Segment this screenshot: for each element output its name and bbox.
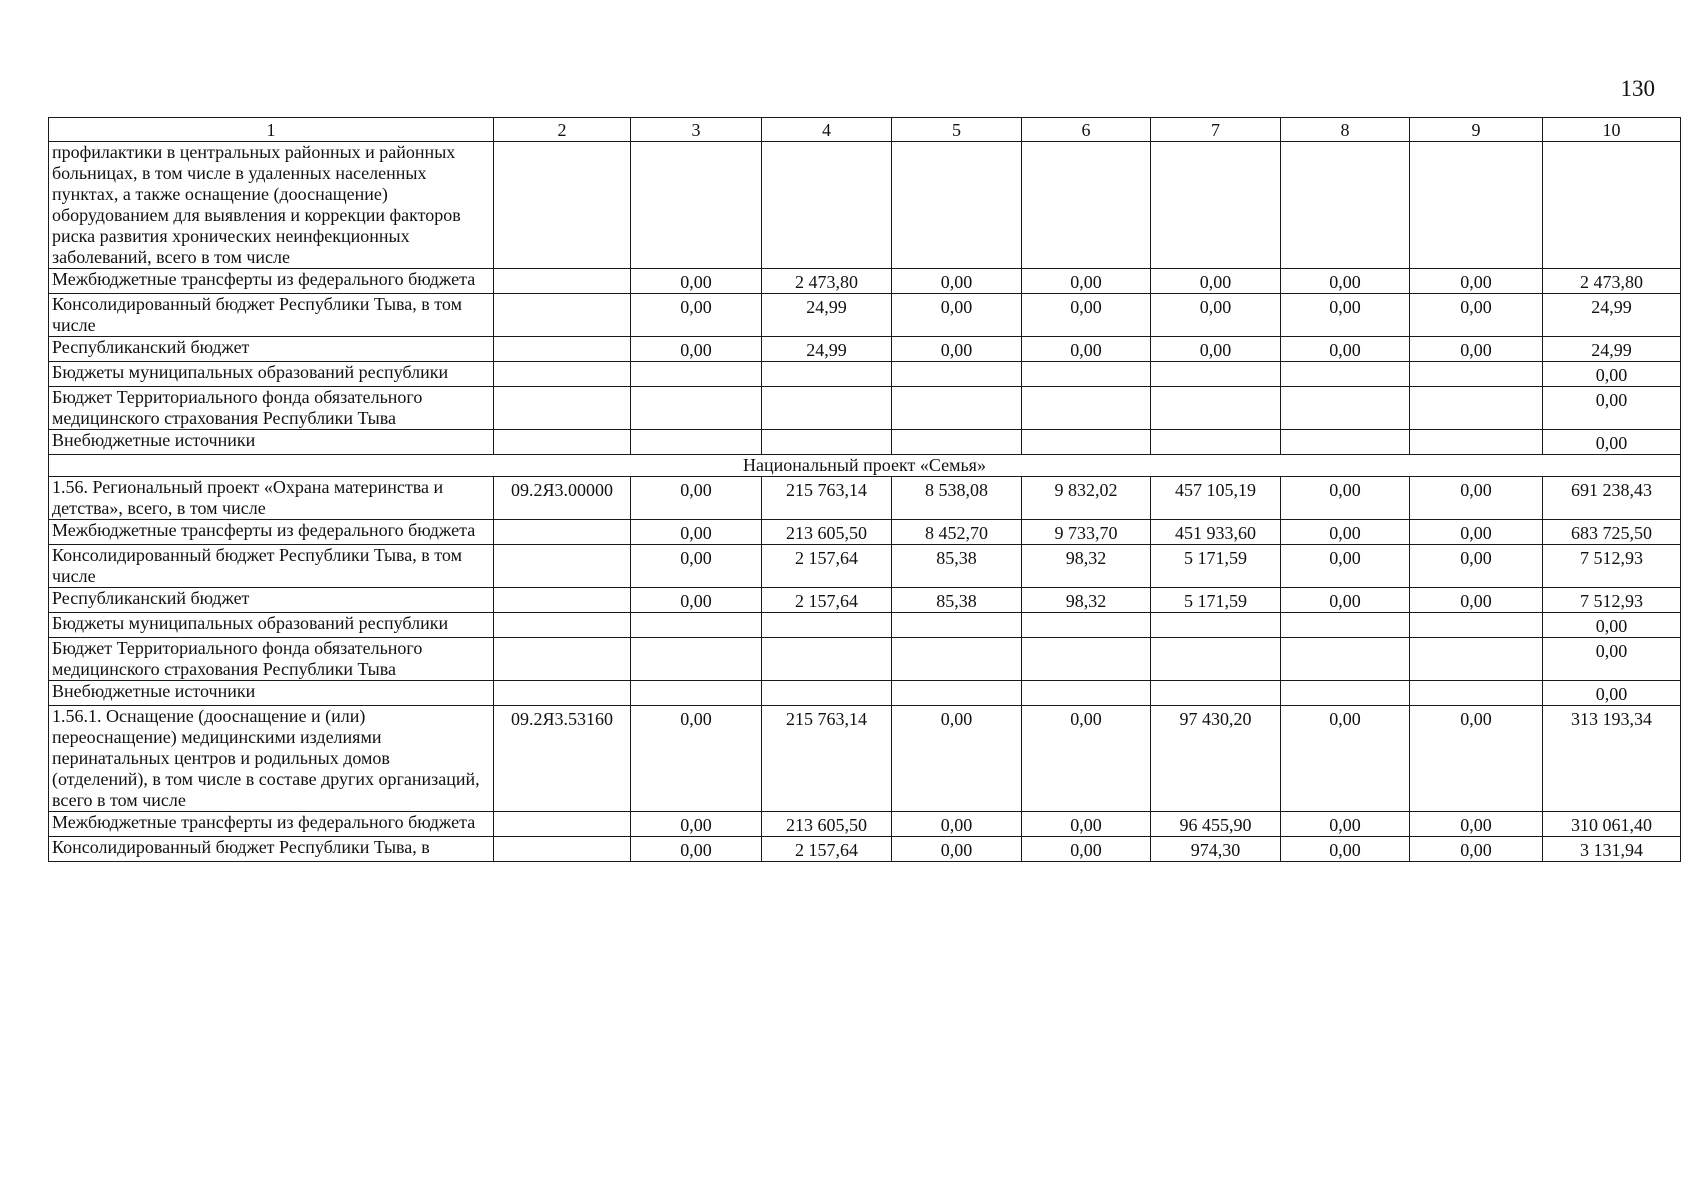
- row-name: 1.56.1. Оснащение (дооснащение и (или) переоснащение) медицинскими изделиями перинатальных центров и родильных домов (отделений), в том числе в составе других организаций, всего в том числе: [49, 706, 494, 812]
- value-cell: 24,99: [762, 294, 892, 337]
- value-cell: 0,00: [631, 477, 762, 520]
- value-cell: 0,00: [631, 706, 762, 812]
- table-row: [49, 387, 1681, 430]
- value-cell: [892, 638, 1022, 681]
- row-name: Бюджет Территориального фонда обязательного медицинского страхования Республики Тыва: [49, 638, 494, 681]
- table-row: [49, 477, 1681, 520]
- column-header: 8: [1281, 118, 1410, 142]
- value-cell: 5 171,59: [1151, 588, 1281, 613]
- value-cell: 0,00: [1410, 706, 1543, 812]
- table-row: [49, 269, 1681, 294]
- value-cell: 85,38: [892, 545, 1022, 588]
- value-cell: [1281, 362, 1410, 387]
- value-cell: [1022, 613, 1151, 638]
- value-cell: 0,00: [1410, 588, 1543, 613]
- value-cell: 0,00: [1151, 294, 1281, 337]
- value-cell: [1281, 638, 1410, 681]
- value-cell: 0,00: [631, 812, 762, 837]
- value-cell: 0,00: [1410, 545, 1543, 588]
- value-cell: 9 832,02: [1022, 477, 1151, 520]
- value-cell: 215 763,14: [762, 477, 892, 520]
- value-cell: 0,00: [631, 837, 762, 862]
- table-row: [49, 638, 1681, 681]
- value-cell: [1151, 430, 1281, 455]
- row-name: Бюджеты муниципальных образований республики: [49, 362, 494, 387]
- value-cell: 0,00: [1151, 337, 1281, 362]
- value-cell: 457 105,19: [1151, 477, 1281, 520]
- value-cell: 0,00: [1281, 545, 1410, 588]
- value-cell: [1022, 142, 1151, 269]
- table-row: [49, 294, 1681, 337]
- value-cell: [1151, 638, 1281, 681]
- value-cell: 0,00: [1410, 837, 1543, 862]
- table-row: [49, 362, 1681, 387]
- value-cell: 0,00: [1543, 387, 1681, 430]
- table-row: [49, 337, 1681, 362]
- value-cell: 8 538,08: [892, 477, 1022, 520]
- row-code: [494, 837, 631, 862]
- value-cell: [1410, 638, 1543, 681]
- value-cell: [1281, 430, 1410, 455]
- value-cell: 310 061,40: [1543, 812, 1681, 837]
- row-code: [494, 430, 631, 455]
- value-cell: 0,00: [1281, 588, 1410, 613]
- value-cell: [631, 387, 762, 430]
- table-row: [49, 812, 1681, 837]
- value-cell: 0,00: [1410, 477, 1543, 520]
- row-code: [494, 387, 631, 430]
- value-cell: 213 605,50: [762, 812, 892, 837]
- value-cell: [892, 613, 1022, 638]
- row-name: Бюджеты муниципальных образований республики: [49, 613, 494, 638]
- value-cell: 0,00: [1410, 269, 1543, 294]
- table-row: [49, 837, 1681, 862]
- value-cell: 0,00: [631, 337, 762, 362]
- row-code: [494, 812, 631, 837]
- column-number-row: [49, 118, 1681, 142]
- value-cell: 7 512,93: [1543, 545, 1681, 588]
- value-cell: 0,00: [1281, 812, 1410, 837]
- value-cell: [631, 142, 762, 269]
- value-cell: [892, 362, 1022, 387]
- value-cell: [1022, 387, 1151, 430]
- value-cell: 2 473,80: [762, 269, 892, 294]
- value-cell: [1281, 387, 1410, 430]
- value-cell: 974,30: [1151, 837, 1281, 862]
- value-cell: [1410, 387, 1543, 430]
- column-header: 1: [49, 118, 494, 142]
- table-row: [49, 545, 1681, 588]
- value-cell: 0,00: [1543, 613, 1681, 638]
- value-cell: [1410, 681, 1543, 706]
- row-code: [494, 613, 631, 638]
- value-cell: [762, 142, 892, 269]
- value-cell: 2 157,64: [762, 837, 892, 862]
- row-code: [494, 269, 631, 294]
- section-row: [49, 455, 1681, 477]
- value-cell: 0,00: [1022, 837, 1151, 862]
- value-cell: 0,00: [1281, 477, 1410, 520]
- value-cell: [1410, 613, 1543, 638]
- value-cell: 0,00: [1543, 430, 1681, 455]
- column-header: 7: [1151, 118, 1281, 142]
- row-name: Консолидированный бюджет Республики Тыва, в: [49, 837, 494, 862]
- value-cell: [762, 387, 892, 430]
- row-code: [494, 362, 631, 387]
- value-cell: 98,32: [1022, 588, 1151, 613]
- value-cell: 0,00: [892, 294, 1022, 337]
- value-cell: 0,00: [1281, 337, 1410, 362]
- page-number: 130: [1620, 76, 1655, 101]
- row-code: [494, 337, 631, 362]
- value-cell: 0,00: [631, 520, 762, 545]
- row-name: Консолидированный бюджет Республики Тыва, в том числе: [49, 294, 494, 337]
- value-cell: [631, 613, 762, 638]
- column-header: 6: [1022, 118, 1151, 142]
- value-cell: 0,00: [1022, 269, 1151, 294]
- value-cell: 0,00: [1410, 294, 1543, 337]
- value-cell: [1281, 613, 1410, 638]
- value-cell: 0,00: [892, 812, 1022, 837]
- value-cell: [1022, 638, 1151, 681]
- value-cell: [1151, 613, 1281, 638]
- column-header: 3: [631, 118, 762, 142]
- table-row: [49, 613, 1681, 638]
- value-cell: [631, 362, 762, 387]
- value-cell: 0,00: [1410, 812, 1543, 837]
- column-header: 5: [892, 118, 1022, 142]
- value-cell: [1151, 142, 1281, 269]
- value-cell: 0,00: [1543, 681, 1681, 706]
- value-cell: [1151, 362, 1281, 387]
- section-title: Национальный проект «Семья»: [49, 455, 1681, 477]
- value-cell: [892, 142, 1022, 269]
- value-cell: 0,00: [631, 269, 762, 294]
- value-cell: 0,00: [1281, 706, 1410, 812]
- value-cell: [892, 430, 1022, 455]
- value-cell: [762, 681, 892, 706]
- value-cell: 2 157,64: [762, 545, 892, 588]
- table-row: [49, 681, 1681, 706]
- value-cell: 0,00: [1281, 837, 1410, 862]
- row-name: 1.56. Региональный проект «Охрана материнства и детства», всего, в том числе: [49, 477, 494, 520]
- value-cell: 683 725,50: [1543, 520, 1681, 545]
- row-code: 09.2Я3.00000: [494, 477, 631, 520]
- value-cell: 0,00: [1022, 812, 1151, 837]
- value-cell: [1151, 681, 1281, 706]
- table-row: [49, 588, 1681, 613]
- table-body: [49, 142, 1681, 862]
- value-cell: 0,00: [892, 337, 1022, 362]
- row-name: Межбюджетные трансферты из федерального бюджета: [49, 812, 494, 837]
- row-name: Внебюджетные источники: [49, 430, 494, 455]
- value-cell: 0,00: [1022, 337, 1151, 362]
- value-cell: 0,00: [1151, 269, 1281, 294]
- value-cell: 313 193,34: [1543, 706, 1681, 812]
- value-cell: 0,00: [1022, 706, 1151, 812]
- row-code: [494, 681, 631, 706]
- table-row: [49, 430, 1681, 455]
- value-cell: 691 238,43: [1543, 477, 1681, 520]
- value-cell: 0,00: [892, 706, 1022, 812]
- value-cell: 215 763,14: [762, 706, 892, 812]
- value-cell: 24,99: [762, 337, 892, 362]
- value-cell: 0,00: [1281, 294, 1410, 337]
- value-cell: 8 452,70: [892, 520, 1022, 545]
- value-cell: [1151, 387, 1281, 430]
- table-row: [49, 520, 1681, 545]
- column-header: 9: [1410, 118, 1543, 142]
- value-cell: 96 455,90: [1151, 812, 1281, 837]
- row-code: [494, 638, 631, 681]
- row-name: Межбюджетные трансферты из федерального бюджета: [49, 520, 494, 545]
- row-name: Бюджет Территориального фонда обязательного медицинского страхования Республики Тыва: [49, 387, 494, 430]
- value-cell: [631, 638, 762, 681]
- value-cell: 0,00: [892, 837, 1022, 862]
- value-cell: 7 512,93: [1543, 588, 1681, 613]
- budget-table: [48, 117, 1681, 862]
- value-cell: [1410, 430, 1543, 455]
- row-code: [494, 588, 631, 613]
- column-header: 4: [762, 118, 892, 142]
- value-cell: 0,00: [892, 269, 1022, 294]
- value-cell: 0,00: [1543, 362, 1681, 387]
- value-cell: [762, 430, 892, 455]
- value-cell: 213 605,50: [762, 520, 892, 545]
- column-header: 10: [1543, 118, 1681, 142]
- value-cell: 24,99: [1543, 294, 1681, 337]
- value-cell: 5 171,59: [1151, 545, 1281, 588]
- value-cell: [762, 638, 892, 681]
- value-cell: 0,00: [1022, 294, 1151, 337]
- value-cell: 3 131,94: [1543, 837, 1681, 862]
- value-cell: [1022, 430, 1151, 455]
- table-row: [49, 142, 1681, 269]
- value-cell: [1410, 362, 1543, 387]
- row-name: Республиканский бюджет: [49, 588, 494, 613]
- row-name: Республиканский бюджет: [49, 337, 494, 362]
- value-cell: [762, 362, 892, 387]
- table-row: [49, 706, 1681, 812]
- value-cell: [892, 387, 1022, 430]
- row-name: Внебюджетные источники: [49, 681, 494, 706]
- value-cell: [631, 430, 762, 455]
- value-cell: [1410, 142, 1543, 269]
- value-cell: 0,00: [631, 294, 762, 337]
- row-code: 09.2Я3.53160: [494, 706, 631, 812]
- value-cell: [1543, 142, 1681, 269]
- row-name: Консолидированный бюджет Республики Тыва, в том числе: [49, 545, 494, 588]
- value-cell: 2 473,80: [1543, 269, 1681, 294]
- value-cell: 0,00: [1543, 638, 1681, 681]
- value-cell: 85,38: [892, 588, 1022, 613]
- row-code: [494, 545, 631, 588]
- value-cell: [1022, 362, 1151, 387]
- value-cell: [892, 681, 1022, 706]
- value-cell: 2 157,64: [762, 588, 892, 613]
- column-header: 2: [494, 118, 631, 142]
- value-cell: 0,00: [1410, 337, 1543, 362]
- value-cell: 0,00: [631, 588, 762, 613]
- value-cell: 9 733,70: [1022, 520, 1151, 545]
- value-cell: [1281, 681, 1410, 706]
- value-cell: 451 933,60: [1151, 520, 1281, 545]
- value-cell: [1022, 681, 1151, 706]
- row-code: [494, 142, 631, 269]
- value-cell: 0,00: [1281, 520, 1410, 545]
- value-cell: 0,00: [1281, 269, 1410, 294]
- row-name: Межбюджетные трансферты из федерального бюджета: [49, 269, 494, 294]
- value-cell: [631, 681, 762, 706]
- row-code: [494, 294, 631, 337]
- row-name: профилактики в центральных районных и районных больницах, в том числе в удаленных населенных пунктах, а также оснащение (дооснащение) оборудованием для выявления и коррекции факторов риска развития хронических неинфекционных заболеваний, всего в том числе: [49, 142, 494, 269]
- row-code: [494, 520, 631, 545]
- value-cell: [762, 613, 892, 638]
- value-cell: 97 430,20: [1151, 706, 1281, 812]
- value-cell: 98,32: [1022, 545, 1151, 588]
- value-cell: 24,99: [1543, 337, 1681, 362]
- value-cell: [1281, 142, 1410, 269]
- value-cell: 0,00: [1410, 520, 1543, 545]
- value-cell: 0,00: [631, 545, 762, 588]
